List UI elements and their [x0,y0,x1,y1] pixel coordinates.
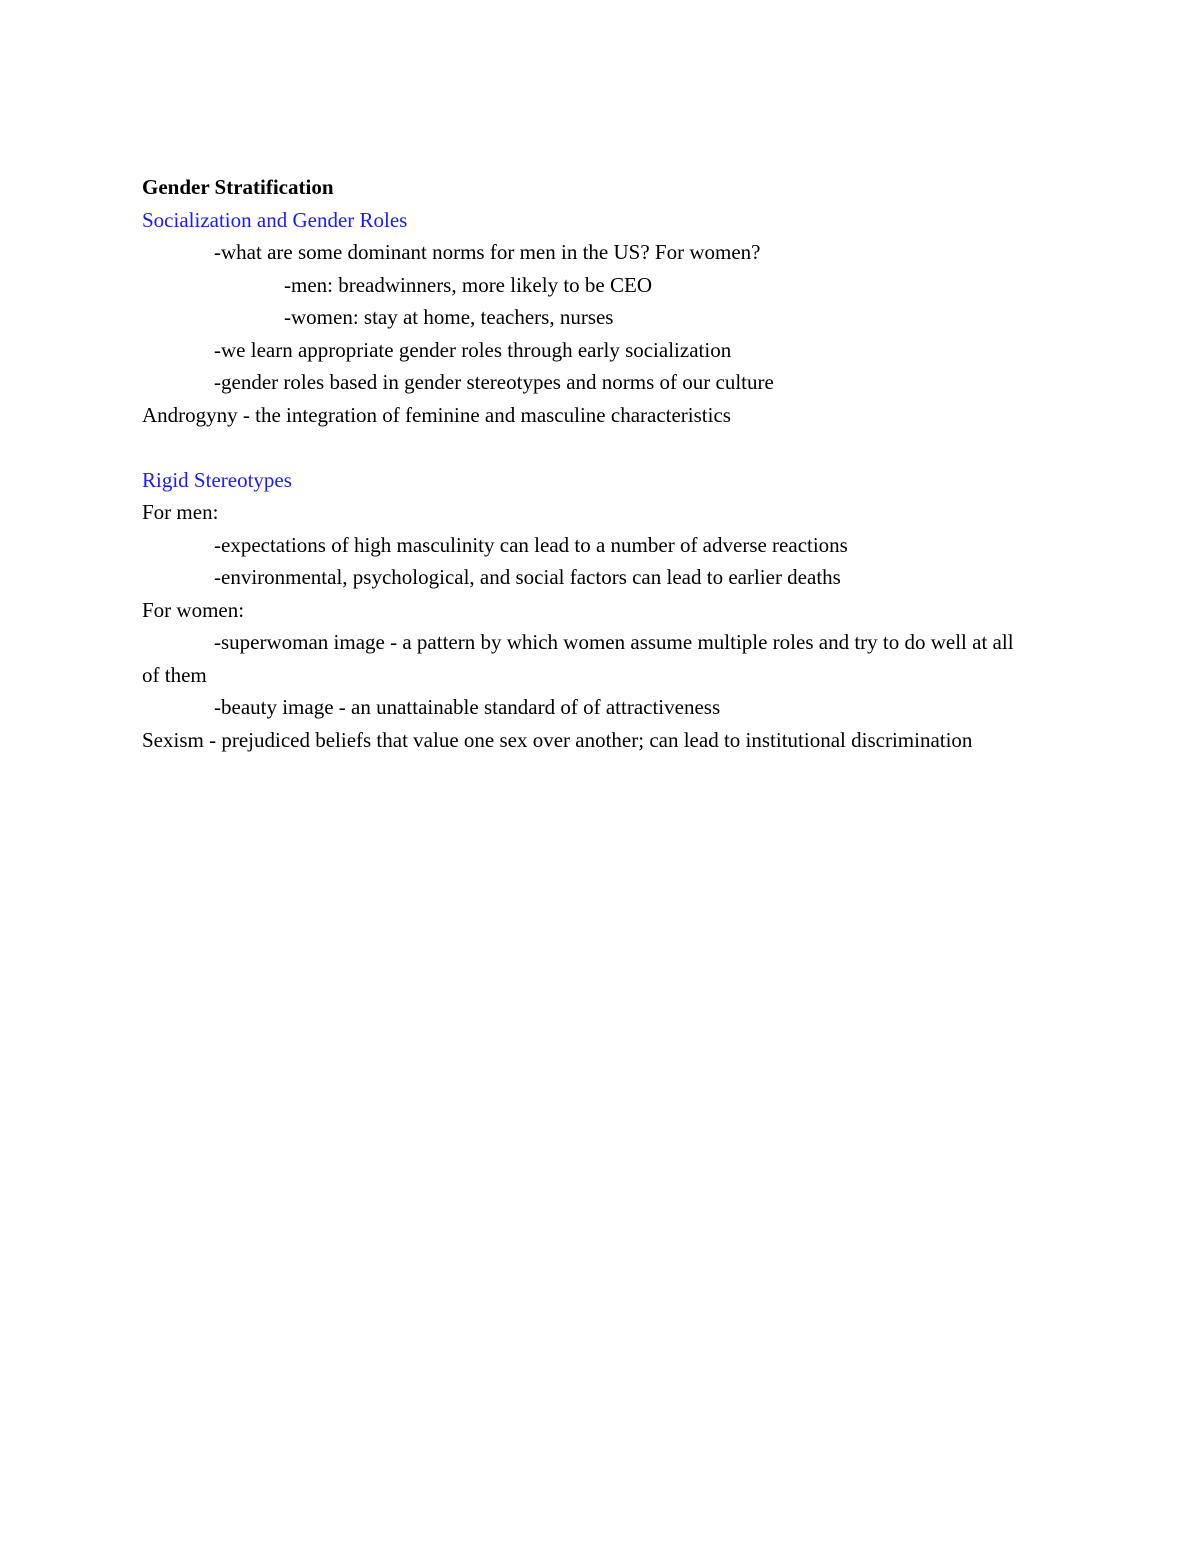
blank-line [142,431,1022,464]
bullet-dominant-norms: -what are some dominant norms for men in the US? For women? [214,240,761,264]
definition-sexism: Sexism - prejudiced beliefs that value one sex over another; can lead to institutional discrimination [142,727,973,752]
bullet-men-norms: -men: breadwinners, more likely to be CEO [284,272,652,297]
bullet-early-socialization: -we learn appropriate gender roles through early socialization [214,337,732,362]
label-for-women: For women: [142,597,245,622]
bullet-gender-roles-based: -gender roles based in gender stereotypes and norms of our culture [214,370,774,394]
bullet-earlier-deaths: -environmental, psychological, and social factors can lead to earlier deaths [214,565,841,589]
section-heading-rigid-stereotypes: Rigid Stereotypes [142,467,292,492]
document-body [142,171,1022,756]
document-title: Gender Stratification [142,175,334,199]
bullet-superwoman-image: -superwoman image - a pattern by which women assume multiple roles and try to do well at all of them [142,630,1014,687]
section-heading-socialization: Socialization and Gender Roles [142,207,408,232]
bullet-high-masculinity: -expectations of high masculinity can lead to a number of adverse reactions [214,532,848,557]
bullet-beauty-image: -beauty image - an unattainable standard of of attractiveness [214,695,721,719]
definition-androgyny: Androgyny - the integration of feminine and masculine characteristics [142,402,731,427]
bullet-women-norms: -women: stay at home, teachers, nurses [284,305,614,329]
label-for-men: For men: [142,500,219,524]
